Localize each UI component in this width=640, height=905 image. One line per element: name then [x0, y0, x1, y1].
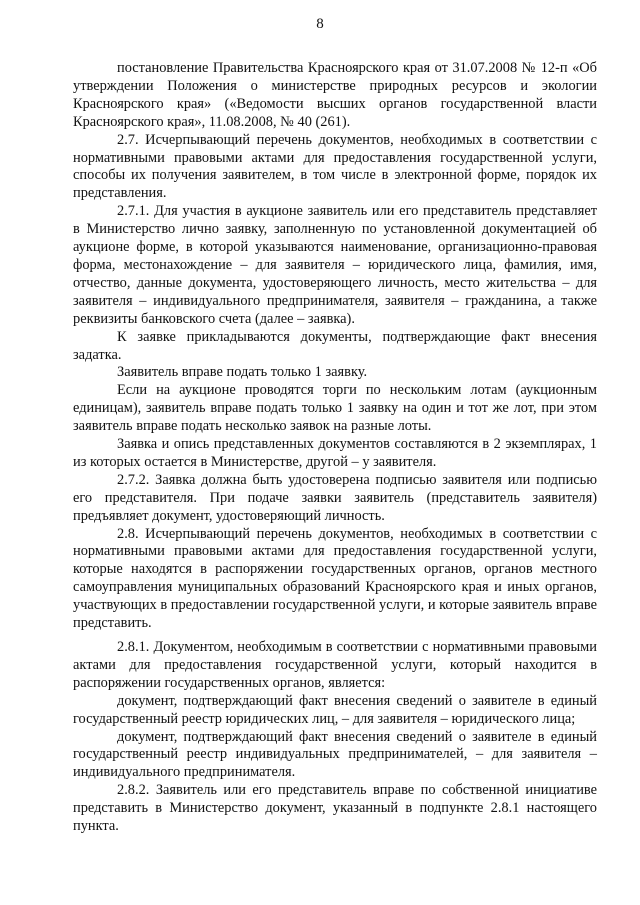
paragraph-application-copies: Заявка и опись представленных документов составляются в 2 экземплярах, 1 из которых остается в Министерстве, другой – у заявителя.	[73, 436, 597, 470]
paragraph-entrepreneur-register: документ, подтверждающий факт внесения сведений о заявителе в единый государственный реестр индивидуальных предпринимателей, – для заявителя – индивидуального предпринимателя.	[73, 728, 597, 781]
paragraph-2-7: 2.7. Исчерпывающий перечень документов, необходимых в соответствии с нормативными правовыми актами для предоставления государственной услуги, способы их получения заявителем, в том числе в электронной форме, порядок их представления.	[73, 131, 597, 202]
paragraph-2-8-2: 2.8.2. Заявитель или его представитель вправе по собственной инициативе представить в Министерство документ, указанный в подпункте 2.8.1 настоящего пункта.	[73, 782, 597, 835]
paragraph-resolution-reference: постановление Правительства Красноярского края от 31.07.2008 № 12-п «Об утверждении Положения о министерстве природных ресурсов и экологии Красноярского края» («Ведомости высших органов государственной власти Красноярского края», 11.08.2008, № 40 (261).	[73, 60, 597, 130]
paragraph-2-7-1: 2.7.1. Для участия в аукционе заявитель или его представитель представляет в Министерство лично заявку, заполненную по установленной документацией об аукционе форме, в которой указываются наименование, организационно-правовая форма, местонахождение – для заявителя – юридического лица, фамилия, имя, отчество, данные документа, удостоверяющего личность, место жительства – для заявителя – индивидуального предпринимателя, заявителя – гражданина, а также реквизиты банковского счета (далее – заявка).	[73, 203, 597, 327]
paragraph-2-7-2: 2.7.2. Заявка должна быть удостоверена подписью заявителя или подписью его представителя. При подаче заявки заявитель (представитель заявителя) предъявляет документ, удостоверяющий личность.	[73, 471, 597, 524]
paragraph-single-application: Заявитель вправе подать только 1 заявку.	[117, 364, 368, 381]
paragraph-legal-entity-register: документ, подтверждающий факт внесения сведений о заявителе в единый государственный реестр юридических лиц, – для заявителя – юридического лица;	[73, 692, 597, 727]
page-number: 8	[316, 16, 324, 32]
paragraph-deposit-documents: К заявке прикладываются документы, подтверждающие факт внесения задатка.	[73, 328, 597, 363]
paragraph-2-8: 2.8. Исчерпывающий перечень документов, необходимых в соответствии с нормативными правовыми актами для предоставления государственной услуги, которые находятся в распоряжении государственных органов, органов местного самоуправления муниципальных образований Красноярского края и иных органов, участвующих в предоставлении государственной услуги, и которые заявитель вправе представить.	[73, 525, 597, 632]
paragraph-2-8-1: 2.8.1. Документом, необходимым в соответствии с нормативными правовыми актами для предоставления государственной услуги, который находится в распоряжении государственных органов, является:	[73, 639, 597, 691]
paragraph-multiple-lots: Если на аукционе проводятся торги по нескольким лотам (аукционным единицам), заявитель вправе подать только 1 заявку на один и тот же лот, при этом заявитель вправе подать несколько заявок на разные лоты.	[73, 382, 597, 435]
document-body	[73, 60, 597, 836]
